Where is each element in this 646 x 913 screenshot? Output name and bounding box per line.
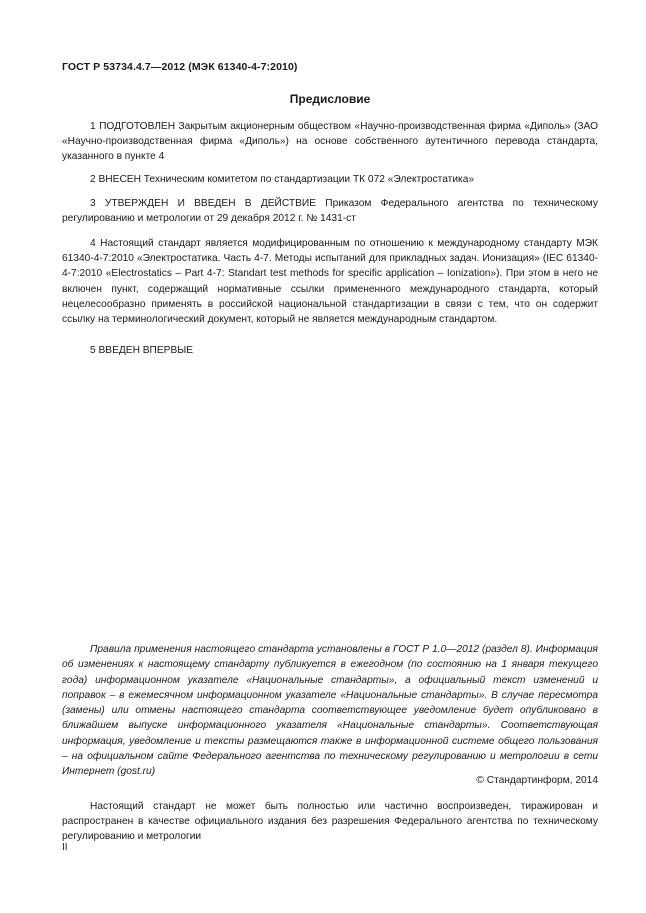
paragraph-4 <box>62 236 598 327</box>
paragraph-1 <box>62 119 598 165</box>
paragraph-2 <box>62 172 598 187</box>
paragraph-4-text: 4 Настоящий стандарт является модифицированным по отношению к международному стандарту МЭК 61340-4-7:2010 «Электростатика. Часть 4-7. Методы испытаний для прикладных задач. Ионизация» (IEC 61340-4-7:2010 «Electrostatics – Part 4-7: Standart test methods for specific application – Ionization»). При этом в него не включен пункт, содержащий нормативные ссылки примененного международного стандарта, который нецелесообразно применять в российской национальной стандартизации в связи с тем, что он содержит ссылку на терминологический документ, который не является международным стандартом. <box>62 238 598 326</box>
paragraph-3-text: 3 УТВЕРЖДЕН И ВВЕДЕН В ДЕЙСТВИЕ Приказом Федерального агентства по техническому регулированию и метрологии от 29 декабря 2012 г. № 1431-ст <box>62 198 598 225</box>
reproduction-notice-text: Настоящий стандарт не может быть полностью или частично воспроизведен, тиражирован и распространен в качестве официального издания без разрешения Федерального агентства по техническому регулированию и метрологии <box>62 801 598 842</box>
paragraph-5-text: 5 ВВЕДЕН ВПЕРВЫЕ <box>90 345 194 356</box>
usage-notice <box>62 642 598 780</box>
copyright: © Стандартинформ, 2014 <box>476 775 598 786</box>
usage-notice-text: Правила применения настоящего стандарта установлены в ГОСТ Р 1.0—2012 (раздел 8). Информация об изменениях к настоящему стандарту публикуется в ежегодном (по состоянию на 1 января текущего года) информационном указателе «Национальные стандарты», а официальный текст изменений и поправок – в ежемесячном информационном указателе «Национальные стандарты». В случае пересмотра (замены) или отмены настоящего стандарта соответствующее уведомление будет опубликовано в ближайшем выпуске информационного указателя «Национальные стандарты». Соответствующая информация, уведомление и тексты размещаются также в информационной системе общего пользования – на официальном сайте Федерального агентства по техническому регулированию и метрологии в сети Интернет (gost.ru) <box>62 644 598 778</box>
reproduction-notice <box>62 799 598 844</box>
page-title <box>0 92 646 106</box>
paragraph-5 <box>62 343 598 358</box>
page-title-text: Предисловие <box>289 92 371 106</box>
paragraph-1-text: 1 ПОДГОТОВЛЕН Закрытым акционерным обществом «Научно-производственная фирма «Диполь» (ЗАО «Научно-производственная фирма «Диполь») на основе собственного аутентичного перевода стандарта, указанного в пункте 4 <box>62 121 598 163</box>
document-header: ГОСТ Р 53734.4.7—2012 (МЭК 61340-4-7:2010) <box>62 61 298 73</box>
paragraph-3 <box>62 196 598 226</box>
page-number: II <box>62 842 68 853</box>
paragraph-2-text: 2 ВНЕСЕН Техническим комитетом по стандартизации ТК 072 «Электростатика» <box>90 174 475 185</box>
